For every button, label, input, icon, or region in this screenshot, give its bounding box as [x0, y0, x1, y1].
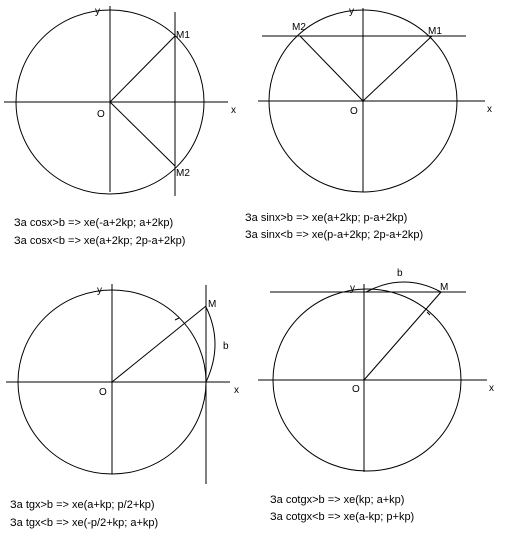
- origin-label: O: [350, 106, 358, 117]
- radius-to-m2: [300, 36, 363, 101]
- origin-label: O: [99, 387, 107, 398]
- caption-less: За cosx<b => xe(a+2kp; 2p-a+2kp): [14, 235, 186, 247]
- x-axis-label: x: [487, 104, 492, 115]
- origin-label: O: [97, 109, 105, 120]
- caption-greater: За cosx>b => xe(-a+2kp; a+2kp): [14, 217, 174, 229]
- caption-greater: За cotgx>b => xe(kp; a+kp): [270, 494, 405, 506]
- y-axis-label: y: [349, 6, 354, 17]
- point-m1-label: M1: [176, 30, 190, 41]
- y-axis-label: y: [97, 285, 102, 296]
- x-axis-label: x: [231, 105, 236, 116]
- x-axis-label: x: [489, 383, 494, 394]
- radius-to-m1: [363, 36, 432, 101]
- caption-less: За cotgx<b => xe(a-kp; p+kp): [270, 511, 415, 523]
- x-axis-label: x: [234, 385, 239, 396]
- arc-b-label: b: [223, 341, 229, 352]
- arc-b: [366, 282, 441, 292]
- panel-tg: [6, 284, 239, 529]
- caption-less: За sinx<b => xe(p-a+2kp; 2p-a+2kp): [245, 229, 424, 241]
- panel-cos: [4, 6, 236, 247]
- radius-to-m2: [110, 102, 175, 166]
- ray-to-m: [112, 306, 206, 382]
- radius-to-m1: [110, 36, 175, 102]
- arc-b-label: b: [397, 268, 403, 279]
- arc-b: [206, 307, 215, 382]
- point-m-label: M: [208, 299, 217, 310]
- point-m-label: M: [440, 282, 449, 293]
- ray-to-m: [364, 292, 441, 380]
- panel-cotg: [258, 268, 494, 523]
- caption-greater: За sinx>b => xe(a+2kp; p-a+2kp): [245, 212, 408, 224]
- point-m1-label: M1: [428, 26, 442, 37]
- y-axis-label: y: [350, 283, 355, 294]
- point-tick: [175, 318, 179, 320]
- origin-label: O: [352, 384, 360, 395]
- point-m2-label: M2: [292, 22, 306, 33]
- caption-greater: За tgx>b => xe(a+kp; p/2+kp): [10, 499, 155, 511]
- panel-sin: [245, 6, 492, 241]
- y-axis-label: y: [95, 6, 100, 17]
- caption-less: За tgx<b => xe(-p/2+kp; a+kp): [10, 517, 159, 529]
- point-m2-label: M2: [176, 168, 190, 179]
